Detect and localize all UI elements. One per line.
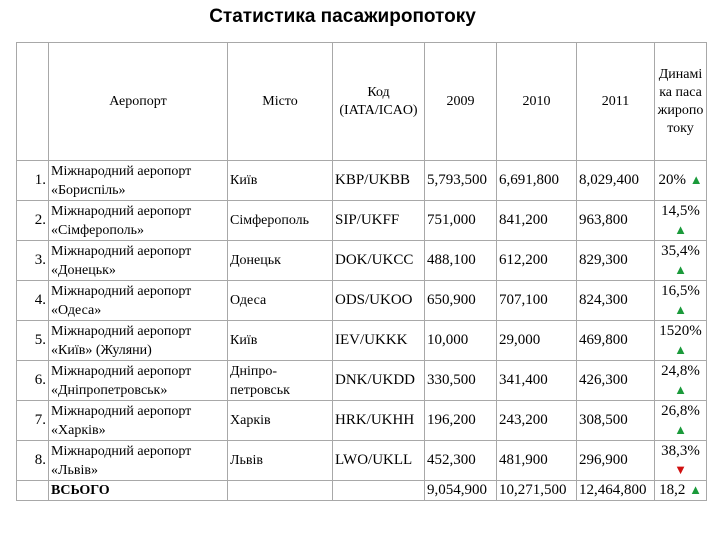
- dynamic-value: 20%: [658, 172, 686, 188]
- dynamic-cell: [655, 201, 707, 241]
- row-number: 1.: [17, 161, 49, 201]
- row-number: 4.: [17, 281, 49, 321]
- value-2010: 612,200: [497, 241, 577, 281]
- airport-code: LWO/UKLL: [333, 441, 425, 481]
- row-number: 6.: [17, 361, 49, 401]
- page-title: Статистика пасажиропотоку: [209, 6, 476, 27]
- airport-name: Міжнародний аеропорт «Дніпропетровськ»: [49, 361, 228, 401]
- dynamic-value: 16,5%: [661, 282, 700, 299]
- header-city: Місто: [228, 43, 333, 161]
- airport-name: Міжнародний аеропорт «Харків»: [49, 401, 228, 441]
- airport-code: DOK/UKCC: [333, 241, 425, 281]
- total-rownum: [17, 481, 49, 501]
- table-row: [17, 321, 707, 361]
- airport-name: Міжнародний аеропорт «Сімферополь»: [49, 201, 228, 241]
- total-row: [17, 481, 707, 501]
- airport-name: Міжнародний аеропорт «Київ» (Жуляни): [49, 321, 228, 361]
- trend-up-icon: ▲: [674, 221, 687, 237]
- dynamic-cell: [655, 281, 707, 321]
- value-2010: 6,691,800: [497, 161, 577, 201]
- header-2010: 2010: [497, 43, 577, 161]
- airport-code: HRK/UKHH: [333, 401, 425, 441]
- value-2009: 5,793,500: [425, 161, 497, 201]
- city-name: Сімферополь: [228, 201, 333, 241]
- airport-name: Міжнародний аеропорт «Одеса»: [49, 281, 228, 321]
- trend-up-icon: ▲: [674, 301, 687, 317]
- value-2010: 707,100: [497, 281, 577, 321]
- value-2010: 481,900: [497, 441, 577, 481]
- city-name: Харків: [228, 401, 333, 441]
- value-2009: 751,000: [425, 201, 497, 241]
- value-2009: 488,100: [425, 241, 497, 281]
- dynamic-value: 38,3%: [661, 442, 700, 459]
- airport-name: Міжнародний аеропорт «Донецьк»: [49, 241, 228, 281]
- value-2009: 650,900: [425, 281, 497, 321]
- value-2009: 196,200: [425, 401, 497, 441]
- value-2010: 841,200: [497, 201, 577, 241]
- city-name: Київ: [228, 321, 333, 361]
- value-2011: 426,300: [577, 361, 655, 401]
- table-row: [17, 441, 707, 481]
- header-dynamic: Динаміка пасажиропотоку: [655, 43, 707, 161]
- dynamic-cell: [655, 441, 707, 481]
- airport-code: ODS/UKOO: [333, 281, 425, 321]
- value-2011: 8,029,400: [577, 161, 655, 201]
- passenger-stats-table: [16, 42, 707, 501]
- trend-up-icon: ▲: [674, 381, 687, 397]
- total-label: ВСЬОГО: [49, 481, 228, 501]
- value-2009: 10,000: [425, 321, 497, 361]
- total-2009: 9,054,900: [425, 481, 497, 501]
- trend-up-icon: ▲: [689, 172, 703, 187]
- total-code: [333, 481, 425, 501]
- airport-name: Міжнародний аеропорт «Львів»: [49, 441, 228, 481]
- header-2011: 2011: [577, 43, 655, 161]
- airport-name: Міжнародний аеропорт «Бориспіль»: [49, 161, 228, 201]
- trend-up-icon: ▲: [674, 341, 687, 357]
- value-2011: 963,800: [577, 201, 655, 241]
- dynamic-value: 14,5%: [661, 202, 700, 219]
- dynamic-cell: [655, 361, 707, 401]
- header-rownum: [17, 43, 49, 161]
- dynamic-value: 26,8%: [661, 402, 700, 419]
- value-2011: 308,500: [577, 401, 655, 441]
- row-number: 5.: [17, 321, 49, 361]
- trend-up-icon: ▲: [689, 482, 702, 497]
- dynamic-value: 24,8%: [661, 362, 700, 379]
- airport-code: DNK/UKDD: [333, 361, 425, 401]
- airport-code: SIP/UKFF: [333, 201, 425, 241]
- trend-up-icon: ▲: [674, 261, 687, 277]
- table-row: [17, 161, 707, 201]
- total-dynamic-value: 18,2: [659, 482, 686, 498]
- dynamic-cell: [655, 161, 707, 201]
- total-2011: 12,464,800: [577, 481, 655, 501]
- trend-up-icon: ▲: [674, 421, 687, 437]
- dynamic-value: 35,4%: [661, 242, 700, 259]
- trend-down-icon: ▼: [674, 461, 687, 477]
- table-row: [17, 281, 707, 321]
- table-row: [17, 361, 707, 401]
- header-2009: 2009: [425, 43, 497, 161]
- value-2011: 824,300: [577, 281, 655, 321]
- row-number: 2.: [17, 201, 49, 241]
- dynamic-value: 1520%: [659, 322, 702, 339]
- table-row: [17, 401, 707, 441]
- city-name: Львів: [228, 441, 333, 481]
- value-2009: 452,300: [425, 441, 497, 481]
- row-number: 7.: [17, 401, 49, 441]
- city-name: Дніпро-петровськ: [228, 361, 333, 401]
- value-2011: 829,300: [577, 241, 655, 281]
- value-2009: 330,500: [425, 361, 497, 401]
- table-body: [17, 161, 707, 501]
- total-2010: 10,271,500: [497, 481, 577, 501]
- total-city: [228, 481, 333, 501]
- value-2010: 243,200: [497, 401, 577, 441]
- header-row: [17, 43, 707, 161]
- value-2010: 29,000: [497, 321, 577, 361]
- row-number: 8.: [17, 441, 49, 481]
- value-2010: 341,400: [497, 361, 577, 401]
- header-airport: Аеропорт: [49, 43, 228, 161]
- header-code: Код (IATA/ICAO): [333, 43, 425, 161]
- row-number: 3.: [17, 241, 49, 281]
- city-name: Донецьк: [228, 241, 333, 281]
- dynamic-cell: [655, 241, 707, 281]
- airport-code: IEV/UKKK: [333, 321, 425, 361]
- table-row: [17, 241, 707, 281]
- value-2011: 296,900: [577, 441, 655, 481]
- table-row: [17, 201, 707, 241]
- dynamic-cell: [655, 401, 707, 441]
- dynamic-cell: [655, 321, 707, 361]
- city-name: Київ: [228, 161, 333, 201]
- total-dynamic-cell: [655, 481, 707, 501]
- airport-code: KBP/UKBB: [333, 161, 425, 201]
- value-2011: 469,800: [577, 321, 655, 361]
- city-name: Одеса: [228, 281, 333, 321]
